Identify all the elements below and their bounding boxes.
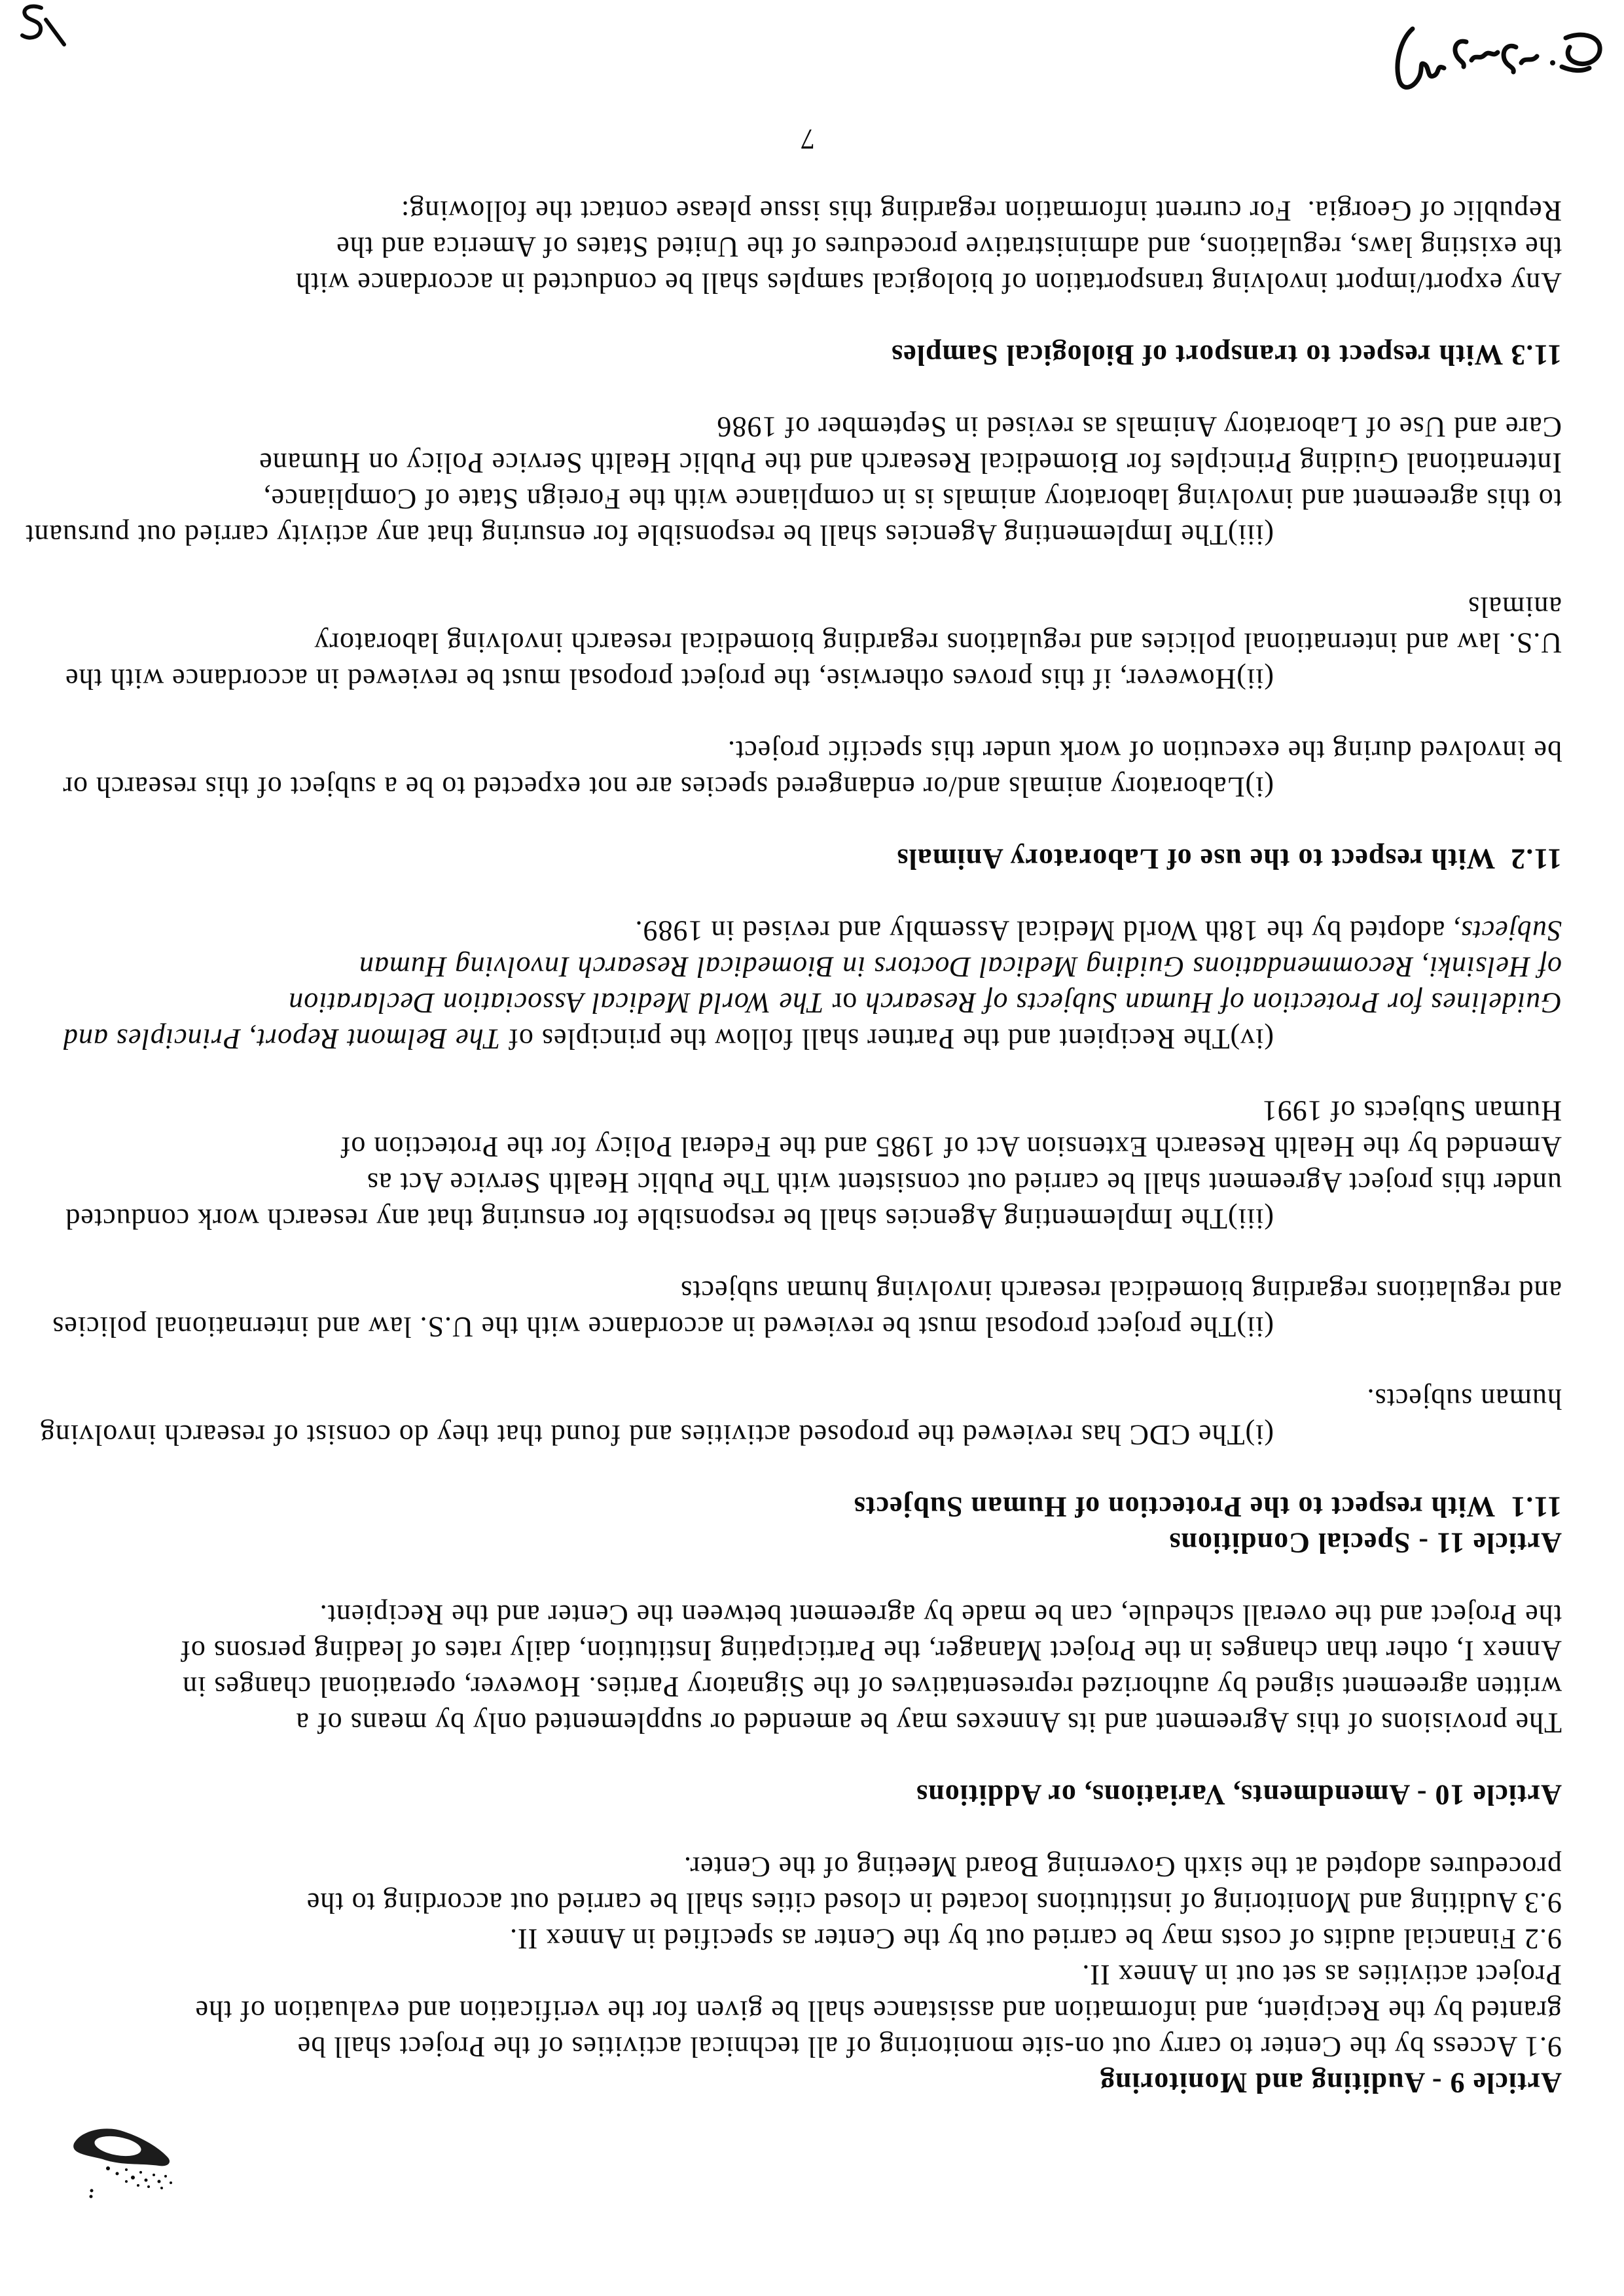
- item-marker: (i): [1244, 771, 1274, 803]
- text-line: The provisions of this Agreement and its Annexes may be amended or supplemented only by means of a: [295, 1707, 1562, 1739]
- text-line: (ii)However, if this proves otherwise, the project proposal must be reviewed in accordance with the: [54, 661, 1562, 697]
- item-11-1-ii: [54, 1273, 1562, 1345]
- text-line: Republic of Georgia. For current information regarding this issue please contact the following:: [400, 195, 1562, 227]
- section-9-1: [54, 1957, 1562, 2065]
- item-11-2-ii: [54, 589, 1562, 697]
- article-10-paragraph: [54, 1597, 1562, 1741]
- text-line: [54, 949, 1562, 985]
- heading-text: 11.2 With respect to the use of Laboratory Animals: [896, 843, 1562, 875]
- text-line: procedures adopted at the sixth Governing Board Meeting of the Center.: [683, 1851, 1562, 1883]
- item-marker: (ii): [1236, 663, 1274, 695]
- text-line: 9.1 Access by the Center to carry out on-site monitoring of all technical activities of the Project shall be: [297, 2031, 1562, 2063]
- article-11-heading: [54, 1525, 1562, 1561]
- text-line: Care and Use of Laboratory Animals as revised in September of 1986: [716, 411, 1562, 443]
- text-line: 9.2 Financial audits of costs may be carried out by the Center as specified in Annex II.: [509, 1923, 1562, 1955]
- section-11-2-heading: [54, 841, 1562, 877]
- italic-text: of Helsinki, Recommendations Guiding Medical Doctors in Biomedical Research Involving Human: [358, 951, 1562, 983]
- page-number: 7: [801, 123, 815, 155]
- text-line: animals: [1468, 591, 1562, 623]
- item-11-2-i: [54, 733, 1562, 805]
- italic-text: Guidelines for Protection of Human Subjects of Research: [865, 987, 1562, 1019]
- heading-text: Article 9 - Auditing and Monitoring: [1099, 2067, 1562, 2099]
- item-marker: (i): [1244, 1419, 1274, 1451]
- item-marker: (iii): [1227, 519, 1274, 551]
- item-marker: (ii): [1236, 1311, 1274, 1343]
- item-11-2-iii: [25, 409, 1562, 553]
- text-line: be involved during the execution of work under this specific project.: [727, 735, 1562, 767]
- text-line: (iii)The Implementing Agencies shall be responsible for ensuring that any research work conducted: [54, 1201, 1562, 1237]
- section-11-1-heading: [54, 1489, 1562, 1525]
- italic-text: The Belmont Report, Principles and: [62, 1023, 501, 1055]
- article-9-heading: [54, 2065, 1562, 2101]
- heading-text: Article 10 - Amendments, Variations, or Additions: [916, 1779, 1562, 1811]
- text-line: written agreement signed by authorized representatives of the Signatory Parties. However, operational changes in: [182, 1671, 1562, 1703]
- text-line: (i)The CDC has reviewed the proposed activities and found that they do consist of research involving: [54, 1417, 1562, 1453]
- item-11-1-iii: [54, 1093, 1562, 1237]
- text-line: Subjects, adopted by the 18th World Medical Assembly and revised in 1989.: [634, 915, 1562, 947]
- item-marker: (iii): [1227, 1203, 1274, 1235]
- item-11-1-i: [39, 1381, 1562, 1453]
- text-line: the Project and the overall schedule, can be made by agreement between the Center and the Recipient.: [319, 1599, 1562, 1631]
- italic-text: The World Medical Association Declaration: [288, 987, 824, 1019]
- item-11-1-iv: [54, 913, 1562, 1057]
- heading-text: 11.3 With respect to transport of Biological Samples: [891, 339, 1562, 371]
- text-line: (iii)The Implementing Agencies shall be responsible for ensuring that any activity carried out pursuant: [54, 517, 1562, 553]
- text-line: International Guiding Principles for Biomedical Research and the Public Health Service Policy on Humane: [259, 447, 1562, 479]
- text-line: U.S. law and international policies and regulations regarding biomedical research involving laboratory: [314, 627, 1562, 659]
- section-11-3-heading: [54, 337, 1562, 373]
- text-line: under this project Agreement shall be carried out consistent with The Public Health Service Act as: [366, 1167, 1562, 1199]
- text-line: (i)Laboratory animals and/or endangered species are not expected to be a subject of this research or: [54, 769, 1562, 805]
- text-line: Any export/import involving transportation of biological samples shall be conducted in accordance with: [295, 267, 1562, 299]
- text-line: (ii)The project proposal must be reviewed in accordance with the U.S. law and international policies: [54, 1309, 1562, 1345]
- text-line: Annex I, other than changes in the Project Manager, the Participating Institution, daily rates of leading persons of: [180, 1635, 1562, 1667]
- text-line: Guidelines for Protection of Human Subjects of Research or The World Medical Association Declaration: [288, 987, 1562, 1019]
- section-9-3: [54, 1849, 1562, 1921]
- text-line: 9.3 Auditing and Monitoring of institutions located in closed cities shall be carried out according to the: [306, 1887, 1562, 1919]
- text-line: Amended by the Health Research Extension Act of 1985 and the Federal Policy for the Protection of: [340, 1131, 1562, 1163]
- heading-text: Article 11 - Special Conditions: [1168, 1527, 1562, 1559]
- section-11-3-paragraph: [54, 193, 1562, 301]
- text-line: the existing laws, regulations, and administrative procedures of the United States of America and the: [336, 231, 1562, 263]
- text-line: Project activities as set out in Annex II.: [1081, 1959, 1562, 1991]
- heading-text: 11.1 With respect to the Protection of Human Subjects: [853, 1491, 1562, 1523]
- italic-text: Subjects,: [1453, 915, 1562, 947]
- text-line: to this agreement and involving laboratory animals is in compliance with the Foreign State of Compliance,: [262, 483, 1562, 515]
- text-line: (iv)The Recipient and the Partner shall follow the principles of The Belmont Report, Principles and: [54, 1021, 1562, 1057]
- text-line: granted by the Recipient, and information and assistance shall be given for the verification and evaluation of the: [194, 1995, 1562, 2027]
- text-line: human subjects.: [1366, 1383, 1562, 1415]
- text-line: and regulations regarding biomedical research involving human subjects: [680, 1275, 1562, 1307]
- section-9-2: [54, 1921, 1562, 1957]
- item-marker: (iv): [1229, 1023, 1274, 1055]
- article-10-heading: [54, 1777, 1562, 1813]
- text-line: Human Subjects of 1991: [1261, 1095, 1562, 1127]
